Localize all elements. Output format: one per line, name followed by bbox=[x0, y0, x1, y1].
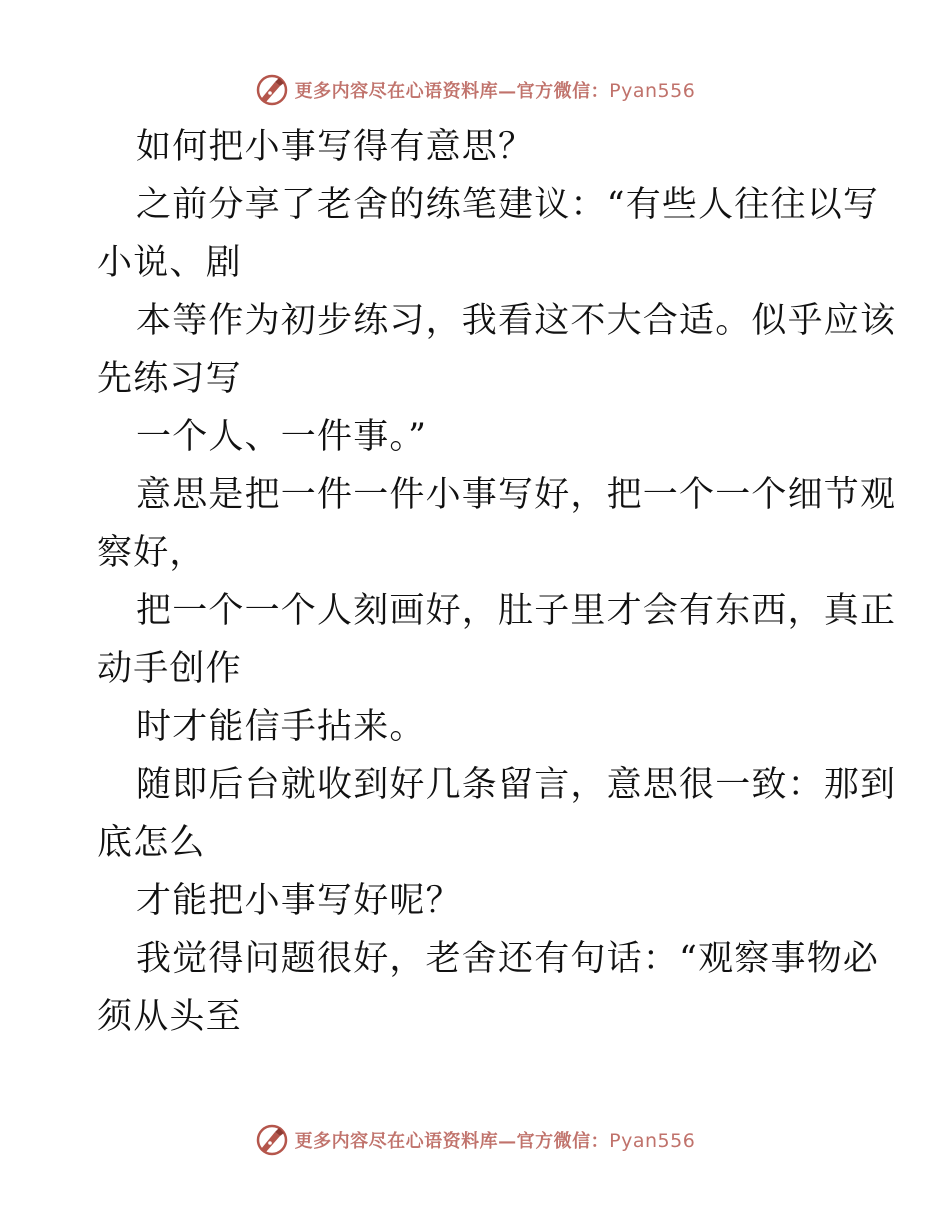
document-body bbox=[97, 118, 897, 1046]
text-line: 把一个一个人刻画好，肚子里才会有东西，真正 bbox=[136, 591, 897, 631]
watermark-text: 更多内容尽在心语资料库—官方微信：Pyan556 bbox=[294, 80, 696, 102]
text-line: 小说、剧 bbox=[97, 243, 242, 283]
text-line: 底怎么 bbox=[97, 823, 206, 863]
text-line: 本等作为初步练习，我看这不大合适。似乎应该 bbox=[136, 301, 897, 341]
text-line: 才能把小事写好呢？ bbox=[136, 881, 462, 921]
text-line: 我觉得问题很好，老舍还有句话：“观察事物必 bbox=[136, 939, 880, 979]
text-line: 察好， bbox=[97, 533, 206, 573]
text-line: 时才能信手拈来。 bbox=[136, 707, 426, 747]
pen-nib-logo-icon bbox=[255, 1123, 289, 1157]
text-line: 意思是把一件一件小事写好，把一个一个细节观 bbox=[136, 475, 897, 515]
watermark-text: 更多内容尽在心语资料库—官方微信：Pyan556 bbox=[294, 1130, 696, 1152]
footer-watermark bbox=[0, 1120, 950, 1160]
text-line: 之前分享了老舍的练笔建议：“有些人往往以写 bbox=[136, 185, 880, 225]
text-line: 动手创作 bbox=[97, 649, 242, 689]
text-line: 如何把小事写得有意思？ bbox=[136, 127, 535, 167]
header-watermark bbox=[0, 70, 950, 110]
pen-nib-logo-icon bbox=[255, 73, 289, 107]
text-line: 一个人、一件事。” bbox=[136, 417, 428, 457]
text-line: 须从头至 bbox=[97, 997, 242, 1037]
text-line: 随即后台就收到好几条留言，意思很一致：那到 bbox=[136, 765, 897, 805]
text-line: 先练习写 bbox=[97, 359, 242, 399]
